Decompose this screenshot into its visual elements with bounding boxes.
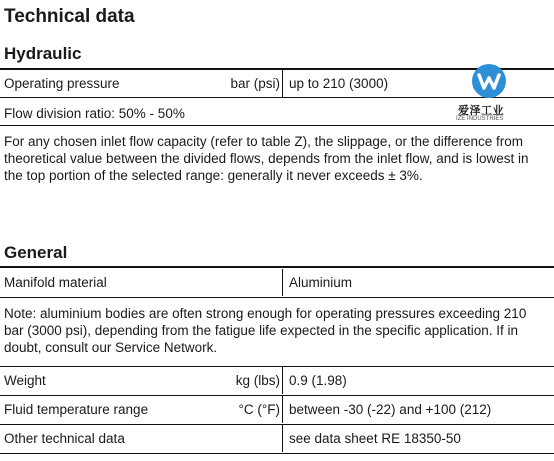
general-rule [0,266,554,268]
operating-pressure-value: up to 210 (3000) [289,76,389,91]
weight-label: Weight [4,373,46,388]
operating-pressure-label: Operating pressure [4,76,120,91]
flow-division-ratio: Flow division ratio: 50% - 50% [4,106,185,121]
column-divider [282,367,283,394]
column-divider [282,425,283,452]
weight-row [0,367,554,394]
page-title: Technical data [4,6,135,27]
watermark-logo [448,64,528,132]
row-divider [0,297,554,298]
manifold-material-row [0,269,554,296]
manifold-material-value: Aluminium [289,275,353,290]
logo-mark-icon [472,64,506,98]
weight-unit: kg (lbs) [235,373,280,388]
column-divider [282,70,283,97]
other-technical-data-value: see data sheet RE 18350-50 [289,431,461,446]
column-divider [282,269,283,296]
weight-value: 0.9 (1.98) [289,373,347,388]
row-divider [0,453,554,454]
manifold-material-label: Manifold material [4,275,107,290]
other-technical-data-row [0,425,554,452]
hydraulic-heading: Hydraulic [4,44,82,63]
general-heading: General [4,243,68,262]
fluid-temperature-value: between -30 (-22) and +100 (212) [289,402,492,417]
aluminium-note: Note: aluminium bodies are often strong enough for operating pressures exceeding 210 bar (3000 psi), depending from the fatigue life expected in the specific application. If in doubt, consult our Service Network. [4,306,527,355]
other-technical-data-label: Other technical data [4,431,125,446]
column-divider [282,396,283,423]
slippage-paragraph: For any chosen inlet flow capacity (refer to table Z), the slippage, or the difference from theoretical value between the divided flows, depends from the inlet flow, and is lowest in the top portion of the selected range: generally it never exceeds ± 3%. [4,134,529,183]
fluid-temperature-label: Fluid temperature range [4,402,149,417]
operating-pressure-unit: bar (psi) [230,76,280,91]
fluid-temperature-unit: °C (°F) [238,402,280,417]
logo-text-cn: 爱泽工业 [458,105,504,117]
fluid-temperature-row [0,396,554,423]
logo-text-en: IZE INDUSTRIES [456,116,504,122]
